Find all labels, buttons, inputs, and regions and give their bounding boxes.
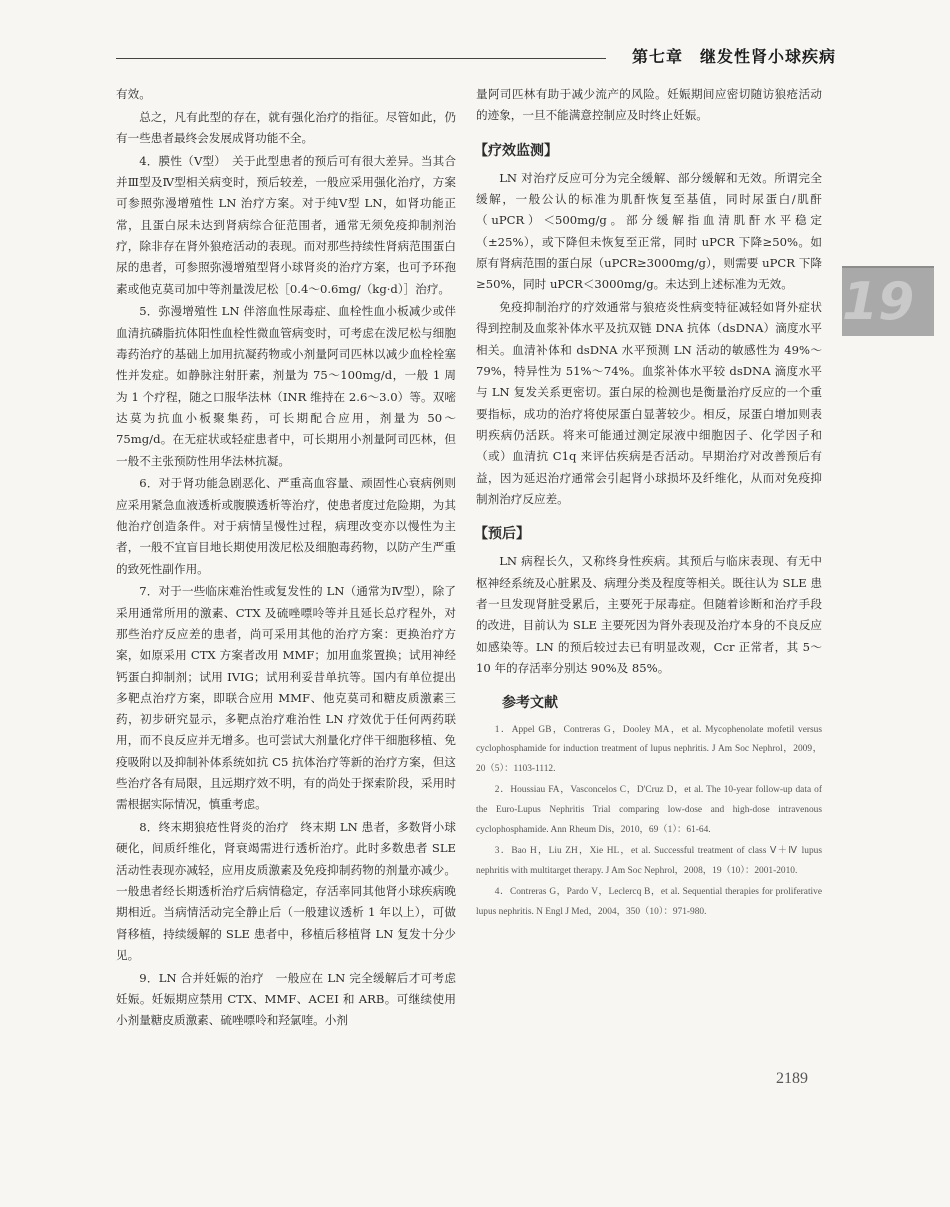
paragraph: 5．弥漫增殖性 LN 伴溶血性尿毒症、血栓性血小板减少或伴血清抗磷脂抗体阳性血栓性微血管病变时，可考虑在泼尼松与细胞毒药治疗的基础上加用抗凝药物或小剂量阿司匹林以减少血栓栓塞性并发症。如静脉注射肝素，剂量为 75～100mg/d，一般 1 周为 1 个疗程，随之口服华法林（INR 维持在 2.6～3.0）等。双嘧达莫为抗血小板聚集药，可长期配合应用，剂量为 50～75mg/d。在无症状或轻症患者中，可长期用小剂量阿司匹林，但一般不主张预防性用华法林抗凝。 bbox=[116, 304, 456, 468]
paragraph: 有效。 bbox=[116, 87, 151, 101]
page-number: 2189 bbox=[776, 1070, 808, 1087]
references-heading: 参考文献 bbox=[502, 695, 558, 712]
section-heading-prognosis: 【预后】 bbox=[474, 526, 530, 543]
paragraph: 4．膜性（Ⅴ型） 关于此型患者的预后可有很大差异。当其合并Ⅲ型及Ⅳ型相关病变时，预后较差，一般应采用强化治疗，方案可参照弥漫增殖性 LN 治疗方案。对于纯Ⅴ型 LN，如肾功能正常，且蛋白尿未达到肾病综合征范围者，通常无须免疫抑制剂治疗，除非存在肾外狼疮活动的表现。而对那些持续性肾病范围蛋白尿的患者，可参照弥漫增殖型肾小球肾炎的治疗方案，也可予环孢素或他克莫司加中等剂量泼尼松［0.4～0.6mg/（kg·d）］治疗。 bbox=[116, 153, 456, 296]
right-column bbox=[476, 84, 822, 924]
reference-item: 2．Houssiau FA，Vasconcelos C，D'Cruz D，et al. The 10-year follow-up data of the Euro-Lupus Nephritis Trial comparing low-dose and high-dose intravenous cyclophosphamide. Ann Rheum Dis，2010，69（1）：61-64. bbox=[476, 785, 822, 835]
running-header bbox=[116, 44, 836, 70]
section-heading-efficacy: 【疗效监测】 bbox=[474, 142, 558, 159]
chapter-tab bbox=[842, 266, 934, 336]
reference-item: 3．Bao H，Liu ZH，Xie HL，et al. Successful treatment of class Ⅴ＋Ⅳ lupus nephritis with multitarget therapy. J Am Soc Nephrol，2008，19（10）：2001-2010. bbox=[476, 846, 822, 877]
reference-item: 4．Contreras G，Pardo V，Leclercq B，et al. Sequential therapies for proliferative lupus nephritis. N Engl J Med，2004，350（10）：971-980. bbox=[476, 887, 822, 918]
paragraph: 6．对于肾功能急剧恶化、严重高血容量、顽固性心衰病例则应采用紧急血液透析或腹膜透析等治疗，使患者度过危险期，为其他治疗创造条件。对于病情呈慢性过程，病理改变亦以慢性为主者，一般不宜盲目地长期使用泼尼松及细胞毒药物，以防产生严重的致死性副作用。 bbox=[116, 476, 456, 576]
paragraph: LN 对治疗反应可分为完全缓解、部分缓解和无效。所谓完全缓解，一般公认的标准为肌酐恢复至基值，同时尿蛋白/肌酐（uPCR）＜500mg/g。部分缓解指血清肌酐水平稳定（±25%），或下降但未恢复至正常，同时 uPCR 下降≥50%。如原有肾病范围的蛋白尿（uPCR≥3000mg/g），则需要 uPCR 下降≥50%，同时 uPCR＜3000mg/g。未达到上述标准为无效。 bbox=[476, 170, 822, 292]
reference-item: 1．Appel GB，Contreras G，Dooley MA，et al. Mycophenolate mofetil versus cyclophosphamide for induction treatment of lupus nephritis. J Am Soc Nephrol，2009，20（5）：1103-1112. bbox=[476, 724, 822, 775]
paragraph: 7．对于一些临床难治性或复发性的 LN（通常为Ⅳ型），除了采用通常所用的激素、CTX 及硫唑嘌呤等并且延长总疗程外，对那些治疗反应差的患者，尚可采用其他的治疗方案：更换治疗方案，如原采用 CTX 方案者改用 MMF；加用血浆置换；试用神经钙蛋白抑制剂；试用 IVIG；试用利妥昔单抗等。国内有单位提出多靶点治疗方案，即联合应用 MMF、他克莫司和糖皮质激素三药，初步研究显示，多靶点治疗难治性 LN 疗效优于任何两药联用，而不良反应并无增多。也可尝试大剂量化疗伴干细胞移植、免疫吸附以及抑制补体系统如抗 C5 抗体治疗等新的治疗方案，但这些治疗各有局限，且远期疗效不明，有的尚处于探索阶段，采用时需根据实际情况，慎重考虑。 bbox=[116, 584, 456, 812]
left-column bbox=[116, 84, 456, 1033]
header-rule bbox=[116, 58, 606, 59]
paragraph: 8．终末期狼疮性肾炎的治疗 终末期 LN 患者，多数肾小球硬化，间质纤维化，肾衰竭需进行透析治疗。此时多数患者 SLE 活动性表现亦减轻，应用皮质激素及免疫抑制药物的剂量亦减少。一般患者经长期透析治疗后病情稳定，存活率同其他肾小球疾病晚期相近。当病情活动完全静止后（一般建议透析 1 年以上），可做肾移植，持续缓解的 SLE 患者中，移植后移植肾 LN 复发十分少见。 bbox=[116, 820, 456, 962]
paragraph: 量阿司匹林有助于减少流产的风险。妊娠期间应密切随访狼疮活动的迹象，一旦不能满意控制应及时终止妊娠。 bbox=[476, 87, 822, 123]
chapter-title: 第七章 继发性肾小球疾病 bbox=[626, 44, 836, 67]
paragraph: LN 病程长久，又称终身性疾病。其预后与临床表现、有无中枢神经系统及心脏累及、病理分类及程度等相关。既往认为 SLE 患者一旦发现肾脏受累后，主要死于尿毒症。但随着诊断和治疗手段的改进，目前认为 SLE 主要死因为肾外表现及治疗本身的不良反应如感染等。LN 的预后较过去已有明显改观，Ccr 正常者，其 5～10 年的存活率分别达 90%及 85%。 bbox=[476, 554, 822, 675]
paragraph: 总之，凡有此型的存在，就有强化治疗的指征。尽管如此，仍有一些患者最终会发展成肾功能不全。 bbox=[116, 109, 456, 146]
paragraph: 9．LN 合并妊娠的治疗 一般应在 LN 完全缓解后才可考虑妊娠。妊娠期应禁用 CTX、MMF、ACEI 和 ARB。可继续使用小剂量糖皮质激素、硫唑嘌呤和羟氯喹。小剂 bbox=[116, 970, 456, 1028]
chapter-number: 19 bbox=[842, 272, 915, 332]
paragraph: 免疫抑制治疗的疗效通常与狼疮炎性病变特征减轻如肾外症状得到控制及血浆补体水平及抗双链 DNA 抗体（dsDNA）滴度水平相关。血清补体和 dsDNA 水平预测 LN 活动的敏感性为 49%～79%，特异性为 51%～74%。血浆补体水平较 dsDNA 滴度水平与 LN 复发关系更密切。蛋白尿的检测也是衡量治疗反应的一个重要指标，成功的治疗将使尿蛋白显著较少。相反，尿蛋白增加则表明疾病仍活跃。将来可能通过测定尿液中细胞因子、化学因子和（或）血清抗 C1q 来评估疾病是否活动。早期治疗对改善预后有益，因为延迟治疗通常会引起肾小球损坏及纤维化，从而对免疫抑制剂治疗反应差。 bbox=[476, 300, 822, 506]
